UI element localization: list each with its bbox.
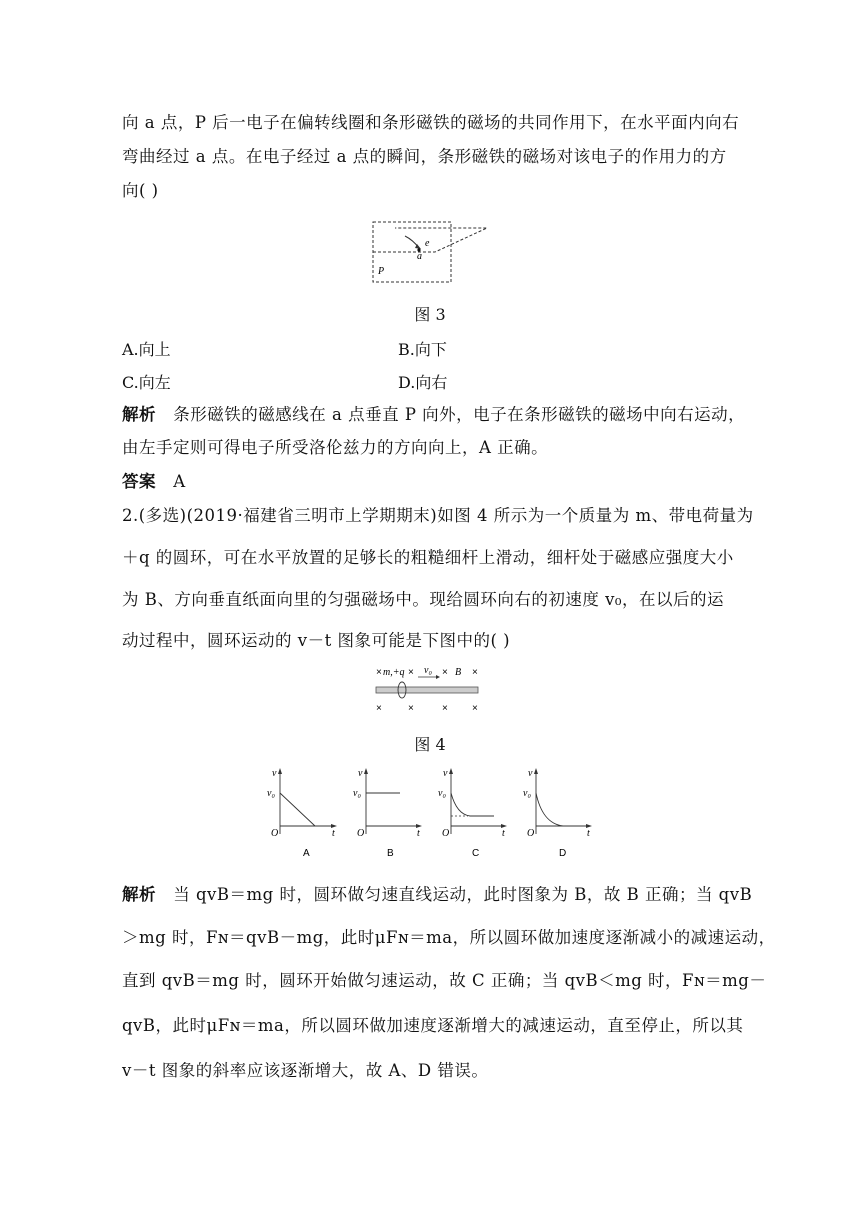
curve-d (536, 793, 563, 826)
axis-label-v: v (443, 768, 448, 779)
q2-analysis-line-1 (122, 884, 752, 906)
option-c: C.向左 (122, 373, 171, 392)
q2-analysis-text-1: 当 qvB＝mg 时，圆环做匀速直线运动，此时图象为 B，故 B 正确；当 qvB (173, 885, 753, 904)
label-v0: v₀ (424, 665, 432, 676)
option-d: D.向右 (398, 373, 448, 392)
q2-text-line-2: ＋q 的圆环，可在水平放置的足够长的粗糙细杆上滑动，细杆处于磁感应强度大小 (122, 548, 734, 567)
graph-d-label: D (559, 848, 567, 859)
graph-c (438, 768, 507, 859)
q2-analysis-label: 解析 (122, 885, 156, 904)
label-e: e (425, 238, 430, 249)
cross-mark: × (472, 703, 478, 714)
axis-label-v: v (272, 768, 277, 779)
axis-label-t: t (587, 828, 590, 839)
graph-a-label: A (303, 848, 310, 859)
q1-analysis-text-1: 条形磁铁的磁感线在 a 点垂直 P 向外，电子在条形磁铁的磁场中向右运动， (173, 405, 746, 424)
cross-mark: × (408, 703, 414, 714)
axis-label-t: t (502, 828, 505, 839)
q1-answer-value: A (173, 472, 186, 491)
cross-mark: × (442, 703, 448, 714)
velocity-arrow-head (436, 675, 440, 679)
q1-answer-label: 答案 (122, 472, 156, 491)
axis-label-o: O (442, 828, 450, 839)
q1-answer-line (122, 471, 186, 493)
axis-label-v0: v₀ (438, 788, 446, 799)
graph-b (353, 768, 422, 859)
axis-label-v0: v₀ (523, 788, 531, 799)
curve-c (451, 793, 494, 816)
q2-text-line-1: 2.(多选)(2019·福建省三明市上学期期末)如图 4 所示为一个质量为 m、带电荷量为 (122, 506, 754, 525)
q1-text-line-2: 弯曲经过 a 点。在电子经过 a 点的瞬间，条形磁铁的磁场对该电子的作用力的方 (122, 147, 727, 166)
plane-horizontal (373, 228, 487, 252)
rod (376, 687, 478, 693)
vt-graphs (258, 764, 603, 864)
axis-label-t: t (417, 828, 420, 839)
q1-analysis-line-2: 由左手定则可得电子所受洛伦兹力的方向向上，A 正确。 (122, 438, 549, 457)
option-a: A.向上 (122, 340, 171, 359)
v-axis-arrow (449, 768, 453, 774)
graph-a (267, 768, 337, 859)
axis-label-t: t (332, 828, 335, 839)
graph-d (523, 768, 592, 859)
cross-mark: × (376, 667, 382, 678)
q2-analysis-line-5: v－t 图象的斜率应该逐渐增大，故 A、D 错误。 (122, 1061, 489, 1080)
q1-analysis-label: 解析 (122, 405, 156, 424)
label-mq: m,+q (383, 667, 405, 678)
axis-label-v0: v₀ (267, 788, 275, 799)
cross-mark: × (472, 667, 478, 678)
q2-text-line-3: 为 B、方向垂直纸面向里的匀强磁场中。现给圆环向右的初速度 v₀，在以后的运 (122, 590, 725, 609)
q2-analysis-line-4: qvB，此时μFɴ＝ma，所以圆环做加速度逐渐增大的减速运动，直至停止，所以其 (122, 1016, 744, 1035)
v-axis-arrow (278, 768, 282, 774)
option-b: B.向下 (398, 340, 447, 359)
label-b: B (455, 667, 462, 678)
axis-label-v: v (528, 768, 533, 779)
cross-mark: × (442, 667, 448, 678)
v-axis-arrow (364, 768, 368, 774)
graph-b-label: B (387, 848, 394, 859)
v-axis-arrow (534, 768, 538, 774)
axis-label-v0: v₀ (353, 788, 361, 799)
axis-label-v: v (358, 768, 363, 779)
q2-text-line-4: 动过程中，圆环运动的 v－t 图象可能是下图中的( ) (122, 631, 511, 650)
cross-mark: × (408, 667, 414, 678)
q1-text-line-3: 向( ) (122, 181, 159, 200)
q1-analysis-line-1 (122, 404, 745, 426)
q1-text-line-1: 向 a 点，P 后一电子在偏转线圈和条形磁铁的磁场的共同作用下，在水平面内向右 (122, 113, 740, 132)
axis-label-o: O (357, 828, 365, 839)
cross-mark: × (376, 703, 382, 714)
figure-3-diagram (365, 218, 495, 288)
figure-3-caption: 图 3 (414, 305, 446, 324)
axis-label-o: O (271, 828, 279, 839)
label-a: a (417, 251, 422, 262)
q2-analysis-line-2: ＞mg 时，Fɴ＝qvB－mg，此时μFɴ＝ma，所以圆环做加速度逐渐减小的减速运动， (122, 928, 776, 947)
axis-label-o: O (527, 828, 535, 839)
label-p: P (378, 266, 385, 277)
q2-analysis-line-3: 直到 qvB＝mg 时，圆环开始做匀速运动，故 C 正确；当 qvB＜mg 时，Fɴ＝mg－ (122, 971, 767, 990)
figure-4-caption: 图 4 (414, 735, 446, 754)
curve-a (280, 793, 315, 826)
figure-4-diagram (372, 663, 487, 715)
graph-c-label: C (472, 848, 480, 859)
